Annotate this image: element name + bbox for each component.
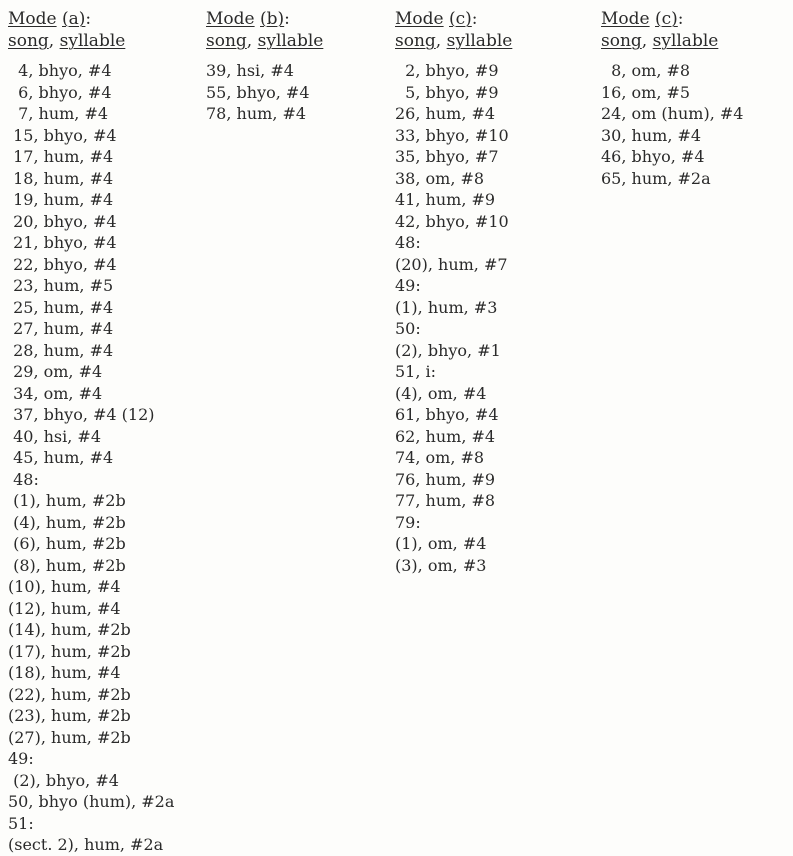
- header-syllable: syllable: [652, 31, 719, 51]
- list-item: 22, bhyo, #4: [8, 254, 117, 274]
- column-subheader: [601, 30, 743, 52]
- list-item: 29, om, #4: [8, 362, 103, 381]
- list-item: 15, bhyo, #4: [8, 125, 117, 145]
- list-item: 18, hum, #4: [8, 168, 114, 188]
- list-item: 55, bhyo, #4: [206, 82, 310, 102]
- header-song: song: [395, 31, 436, 51]
- list-item: (23), hum, #2b: [8, 706, 131, 725]
- list-item: 65, hum, #2a: [601, 168, 711, 188]
- column-header: [395, 8, 512, 30]
- list-item: 51:: [8, 813, 34, 833]
- list-item: 37, bhyo, #4 (12): [8, 405, 155, 424]
- list-item: (22), hum, #2b: [8, 684, 131, 704]
- header-song: song: [206, 31, 247, 51]
- header-comma: ,: [48, 31, 55, 51]
- list-item: (1), hum, #2b: [8, 491, 126, 510]
- entry-list: [601, 60, 743, 189]
- list-item: 50, bhyo (hum), #2a: [8, 792, 175, 811]
- list-item: (6), hum, #2b: [8, 534, 126, 553]
- list-item: 33, bhyo, #10: [395, 125, 509, 145]
- list-item: 50:: [395, 319, 421, 338]
- header-colon: :: [284, 9, 290, 29]
- list-item: (10), hum, #4: [8, 577, 121, 596]
- header-colon: :: [677, 9, 684, 29]
- header-mode: Mode: [395, 9, 444, 29]
- column-mode-c-continued: [601, 8, 743, 189]
- list-item: 8, om, #8: [601, 61, 691, 80]
- header-syllable: syllable: [257, 31, 324, 51]
- list-item: (8), hum, #2b: [8, 555, 126, 575]
- header-mode-letter: (b): [260, 9, 285, 29]
- column-header: [206, 8, 323, 30]
- header-song: song: [601, 31, 642, 51]
- list-item: 28, hum, #4: [8, 340, 114, 360]
- list-item: 6, bhyo, #4: [8, 82, 112, 102]
- header-song: song: [8, 31, 49, 51]
- list-item: (18), hum, #4: [8, 663, 121, 682]
- list-item: 48:: [8, 469, 39, 489]
- list-item: 17, hum, #4: [8, 147, 114, 166]
- list-item: (1), om, #4: [395, 534, 487, 553]
- list-item: (27), hum, #2b: [8, 727, 131, 747]
- list-item: 45, hum, #4: [8, 448, 114, 467]
- header-comma: ,: [246, 31, 253, 51]
- column-subheader: [8, 30, 174, 52]
- list-item: 35, bhyo, #7: [395, 147, 499, 166]
- list-item: 25, hum, #4: [8, 297, 114, 317]
- header-mode: Mode: [206, 9, 255, 29]
- list-item: 39, hsi, #4: [206, 61, 294, 80]
- column-subheader: [206, 30, 323, 52]
- list-item: 51, i:: [395, 362, 437, 381]
- column-header: [8, 8, 174, 30]
- list-item: 34, om, #4: [8, 383, 103, 403]
- list-item: 24, om (hum), #4: [601, 104, 744, 123]
- list-item: (4), om, #4: [395, 383, 487, 403]
- list-item: 7, hum, #4: [8, 104, 109, 123]
- list-item: (sect. 2), hum, #2a: [8, 835, 164, 854]
- header-mode: Mode: [8, 9, 57, 29]
- list-item: (14), hum, #2b: [8, 620, 131, 639]
- header-mode-letter: (a): [62, 9, 86, 29]
- header-colon: :: [471, 9, 478, 29]
- entry-list: [206, 60, 323, 125]
- list-item: (1), hum, #3: [395, 297, 498, 317]
- list-item: 21, bhyo, #4: [8, 233, 117, 252]
- list-item: 78, hum, #4: [206, 104, 307, 123]
- column-subheader: [395, 30, 512, 52]
- list-item: (2), bhyo, #4: [8, 770, 119, 790]
- list-item: 49:: [8, 749, 34, 768]
- header-syllable: syllable: [446, 31, 513, 51]
- list-item: 49:: [395, 276, 421, 295]
- list-item: 61, bhyo, #4: [395, 405, 499, 424]
- column-mode-a: [8, 8, 174, 856]
- list-item: 74, om, #8: [395, 448, 485, 467]
- list-item: 23, hum, #5: [8, 276, 114, 295]
- list-item: 77, hum, #8: [395, 491, 496, 510]
- list-item: 27, hum, #4: [8, 319, 114, 338]
- list-item: 2, bhyo, #9: [395, 61, 499, 80]
- list-item: 40, hsi, #4: [8, 426, 102, 446]
- column-header: [601, 8, 743, 30]
- list-item: 46, bhyo, #4: [601, 147, 705, 166]
- column-mode-b: [206, 8, 323, 125]
- list-item: (12), hum, #4: [8, 598, 121, 618]
- list-item: 38, om, #8: [395, 168, 485, 188]
- column-mode-c: [395, 8, 512, 576]
- header-mode-letter: (c): [655, 9, 678, 29]
- list-item: (2), bhyo, #1: [395, 340, 501, 360]
- list-item: 5, bhyo, #9: [395, 82, 499, 102]
- list-item: 26, hum, #4: [395, 104, 496, 123]
- list-item: (3), om, #3: [395, 555, 487, 575]
- list-item: 16, om, #5: [601, 82, 691, 102]
- list-item: 4, bhyo, #4: [8, 61, 112, 80]
- list-item: 20, bhyo, #4: [8, 211, 117, 231]
- list-item: 42, bhyo, #10: [395, 211, 509, 231]
- header-mode: Mode: [601, 9, 650, 29]
- list-item: 41, hum, #9: [395, 190, 496, 209]
- list-item: (17), hum, #2b: [8, 641, 131, 661]
- header-mode-letter: (c): [449, 9, 472, 29]
- list-item: 19, hum, #4: [8, 190, 114, 209]
- entry-list: [395, 60, 512, 576]
- list-item: 79:: [395, 512, 421, 532]
- list-item: 62, hum, #4: [395, 426, 496, 446]
- header-colon: :: [85, 9, 92, 29]
- header-syllable: syllable: [59, 31, 126, 51]
- list-item: 76, hum, #9: [395, 469, 496, 489]
- list-item: (20), hum, #7: [395, 254, 508, 274]
- entry-list: [8, 60, 174, 856]
- list-item: 30, hum, #4: [601, 125, 702, 145]
- header-comma: ,: [641, 31, 648, 51]
- list-item: 48:: [395, 233, 421, 252]
- list-item: (4), hum, #2b: [8, 512, 126, 532]
- header-comma: ,: [435, 31, 442, 51]
